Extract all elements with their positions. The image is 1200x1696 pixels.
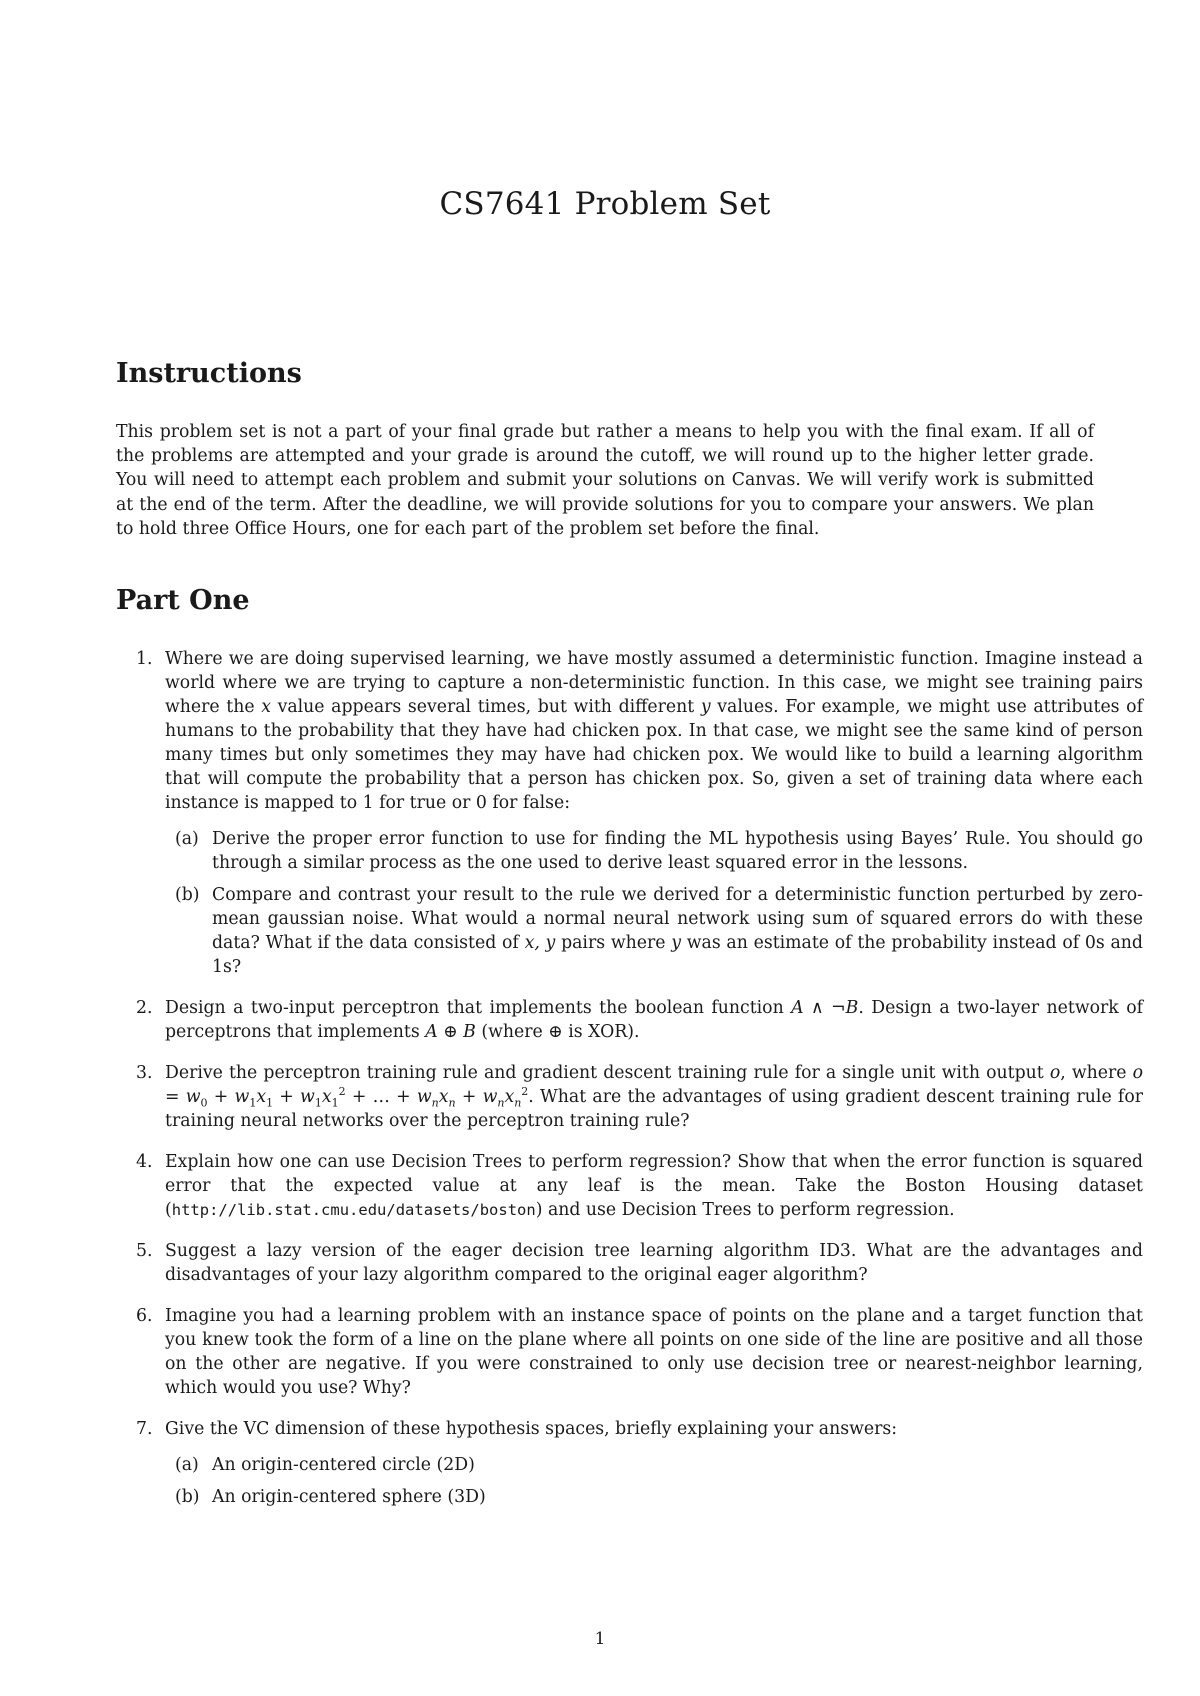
- problem-text: value appears several times, but with different: [270, 697, 701, 717]
- output-formula: $o = w_0 + w_1x_1 + w_1x_1^2$ + … + $w_nx_n + w_nx_n^2$: [165, 1063, 1143, 1110]
- subproblem-list: [165, 827, 1143, 979]
- subproblem-7b: [175, 1485, 1143, 1509]
- problem-text: . Design a two-layer network of perceptrons that implements: [165, 998, 1143, 1042]
- problem-7: [136, 1417, 1143, 1509]
- problem-text: Design a two-input perceptron that implements the boolean function: [165, 998, 792, 1018]
- math-var: y: [671, 933, 681, 953]
- problem-number: 4.: [136, 1152, 153, 1172]
- problem-number: 2.: [136, 998, 153, 1018]
- problem-text: , where: [1060, 1063, 1133, 1083]
- problem-5: [136, 1239, 1143, 1287]
- problem-list: [116, 647, 1143, 1526]
- problem-1: [136, 647, 1143, 979]
- subproblem-text: was an estimate of the probability instead of 0s and 1s?: [212, 933, 1143, 977]
- subproblem-1a: [175, 827, 1143, 875]
- subproblem-text: pairs where: [555, 933, 672, 953]
- problem-number: 3.: [136, 1063, 153, 1083]
- dataset-url: http://lib.stat.cmu.edu/datasets/boston: [171, 1201, 536, 1219]
- problem-2: [136, 996, 1143, 1044]
- problem-number: 6.: [136, 1306, 153, 1326]
- math-expr: A ⊕ B: [425, 1022, 476, 1042]
- subproblem-1b: [175, 883, 1143, 979]
- problem-text: ) and use Decision Trees to perform regression.: [535, 1200, 955, 1220]
- subproblem-7a: [175, 1453, 1143, 1477]
- instructions-heading: Instructions: [116, 358, 302, 389]
- subproblem-text: Derive the proper error function to use for finding the ML hypothesis using Bayes’ Rule. You should go through a similar process as the one used to derive least squared error in the lessons.: [212, 829, 1143, 873]
- problem-text: Suggest a lazy version of the eager decision tree learning algorithm ID3. What are the advantages and disadvantages of your lazy algorithm compared to the original eager algorithm?: [165, 1241, 1143, 1285]
- math-var: o: [1049, 1063, 1061, 1083]
- problem-6: [136, 1304, 1143, 1400]
- problem-number: 1.: [136, 649, 153, 669]
- subproblem-label: (b): [175, 1487, 200, 1507]
- problem-number: 7.: [136, 1419, 153, 1439]
- subproblem-label: (b): [175, 885, 200, 905]
- subproblem-text: An origin-centered sphere (3D): [212, 1487, 486, 1507]
- problem-text: Derive the perceptron training rule and gradient descent training rule for a single unit with output: [165, 1063, 1050, 1083]
- instructions-text: This problem set is not a part of your final grade but rather a means to help you with the final exam. If all of the problems are attempted and your grade is around the cutoff, we will round up to the higher letter grade. You will need to attempt each problem and submit your solutions on Canvas. We will verify work is submitted at the end of the term. After the deadline, we will provide solutions for you to compare your answers. We plan to hold three Office Hours, one for each part of the problem set before the final.: [116, 422, 1094, 539]
- page-number: 1: [594, 1629, 606, 1649]
- problem-4: [136, 1150, 1143, 1222]
- problem-text: . What are the advantages of using gradient descent training rule for training neural networks over the perceptron training rule?: [165, 1087, 1143, 1131]
- problem-text: values. For example, we might use attributes of humans to the probability that they have had chicken pox. In that case, we might see the same kind of person many times but only sometimes they may have had chicken pox. We would like to build a learning algorithm that will compute the probability that a person has chicken pox. So, given a set of training data where each instance is mapped to 1 for true or 0 for false:: [165, 697, 1143, 813]
- subproblem-label: (a): [175, 829, 199, 849]
- document-title: CS7641 Problem Set: [439, 186, 771, 222]
- math-var: x: [261, 697, 271, 717]
- problem-number: 5.: [136, 1241, 153, 1261]
- math-var: y: [700, 697, 711, 717]
- problem-text: Imagine you had a learning problem with an instance space of points on the plane and a target function that you knew took the form of a line on the plane where all points on one side of the line are positive and all those on the other are negative. If you were constrained to only use decision tree or nearest-neighbor learning, which would you use? Why?: [165, 1306, 1143, 1398]
- math-var: x, y: [524, 933, 556, 953]
- subproblem-text: An origin-centered circle (2D): [212, 1455, 475, 1475]
- problem-text: Where we are doing supervised learning, we have mostly assumed a deterministic function. Imagine instead a world where we are trying to capture a non-deterministic function. In this case, we might see training pairs where the: [165, 649, 1143, 717]
- math-expr: A ∧ ¬B: [791, 998, 859, 1018]
- subproblem-list: [165, 1453, 1143, 1509]
- subproblem-text: Compare and contrast your result to the rule we derived for a deterministic function perturbed by zero-mean gaussian noise. What would a normal neural network using sum of squared errors do with these data? What if the data consisted of: [212, 885, 1143, 953]
- subproblem-label: (a): [175, 1455, 199, 1475]
- problem-3: [136, 1061, 1143, 1133]
- problem-text: Explain how one can use Decision Trees to perform regression? Show that when the error function is squared error that the expected value at any leaf is the mean. Take the Boston Housing dataset (: [165, 1152, 1143, 1220]
- problem-text: (where ⊕ is XOR).: [475, 1022, 640, 1042]
- part-one-heading: Part One: [116, 585, 250, 616]
- problem-text: Give the VC dimension of these hypothesis spaces, briefly explaining your answers:: [165, 1419, 898, 1439]
